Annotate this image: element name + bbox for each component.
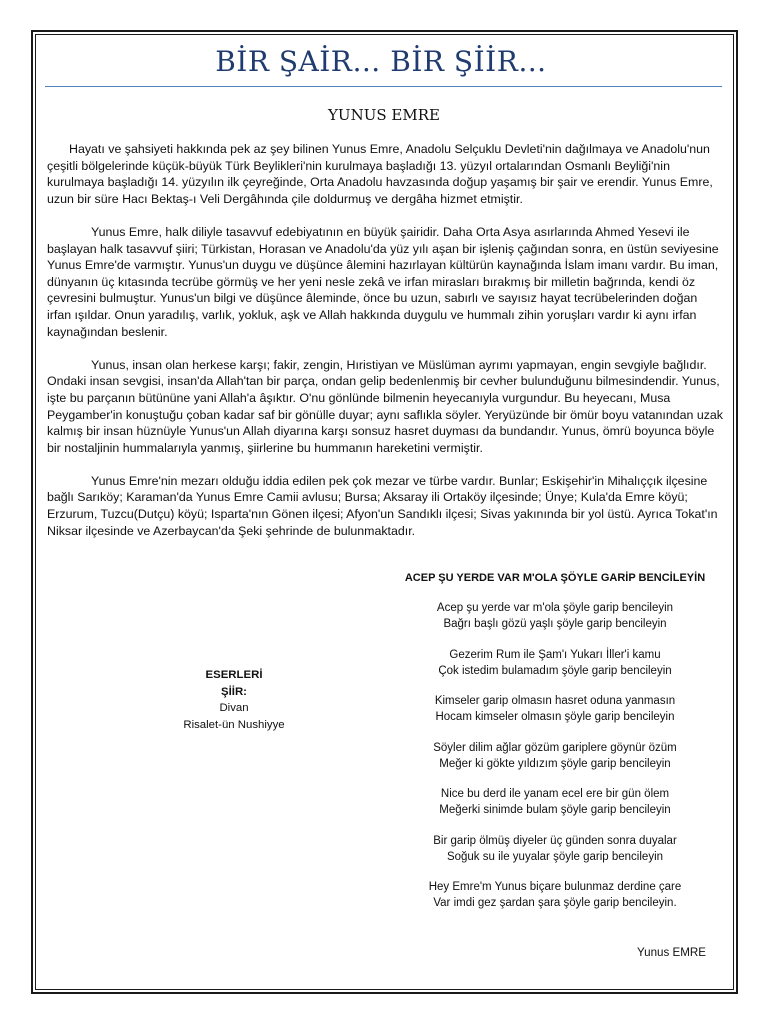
poem-line: Çok istedim bulamadım şöyle garip bencileyin — [438, 664, 672, 677]
poem-title: ACEP ŞU YERDE VAR M'OLA ŞÖYLE GARİP BENCİLEYİN — [404, 572, 706, 584]
poem-line: Hocam kimseler olmasın şöyle garip bencileyin — [435, 711, 675, 723]
poem-line: Bir garip ölmüş diyeler üç günden sonra duyalar — [433, 834, 677, 847]
poem-author-signature: Yunus EMRE — [637, 946, 706, 959]
biography-paragraph: Yunus Emre, halk diliyle tasavvuf edebiyatının en büyük şairidir. Daha Orta Asya asırlarında Ahmed Yesevi ile başlayan halk tasavvuf şiiri; Türkistan, Horasan ve Anadolu'da yüz yılı aşan bir işleniş çağından sonra, en üstün seviyesine Yunus Emre'de varmıştır. Yunus'un duygu ve düşünce âlemini hazırlayan kültürün kaynağında İslam imanı vardır. Bu iman, dünyanın üç kıtasında tecrübe görmüş ve her yeni nesle zekâ ve irfan mirasları bırakmış bir milletin bağrında, kendi öz çevresini bulmuştur. Yunus'un bilgi ve düşünce âleminde, önce bu uzun, sabırlı ve sayısız hayat tecrübelerinden doğan irfan ışıldar. Onun yaradılış, varlık, yokluk, aşk ve Allah hakkında duygulu ve hummalı zihin yoruşları vardır ki aynı irfan kaynağından beslenir. — [47, 224, 719, 339]
works-section — [154, 667, 314, 733]
header-title: BİR ŞAİR… BİR ŞİİR… — [215, 45, 547, 78]
poem-line: Var imdi gez şardan şara şöyle garip bencileyin. — [433, 897, 677, 909]
poem-stanza — [386, 693, 724, 725]
works-subheading: ŞİİR: — [221, 685, 247, 698]
poem-line: Kimseler garip olmasın hasret oduna yanmasın — [434, 695, 676, 707]
biography-paragraph: Yunus, insan olan herkese karşı; fakir, zengin, Hıristiyan ve Müslüman ayrımı yapmayan, engin sevgiyle bağlıdır. Ondaki insan sevgisi, insan'da Allah'tan bir parça, ondan gelip bedenlenmiş bir cevher bulunduğunu bilmesindendir. Yunus, işte bu parçanın bütününe yani Allah'a âşıktır. O'nu gönlünde bilmenin heyecanıyla vurgundur. Bu heyecanı, Musa Peygamber'in konuştuğu çoban kadar saf bir gönülle duyar; aynı saflıkla söyler. Yeryüzünde bir ömür boyu vatanından uzak kalmış bir insan hüznüyle Yunus'un Allah diyarına karşı sonsuz hasret duyması da bundandır. Yunus, ömrü boyunca böyle bir nostaljinin hummalarıyla yanmış, şiirlerine bu hummanın hareketini vermiştir. — [47, 357, 724, 455]
poem-line: Söyler dilim ağlar gözüm gariplere göynür özüm — [433, 741, 677, 754]
poem-stanza — [386, 786, 724, 818]
poem-line: Hey Emre'm Yunus biçare bulunmaz derdine çare — [428, 881, 682, 893]
poem-stanza — [386, 600, 724, 632]
poet-name-heading: YUNUS EMRE — [328, 106, 440, 124]
poem-line: Acep şu yerde var m'ola şöyle garip bencileyin — [436, 602, 674, 614]
works-item: Divan — [219, 702, 249, 714]
poem-stanza — [386, 647, 724, 679]
poem-stanza — [386, 740, 724, 772]
poem-stanza — [386, 833, 724, 865]
poem-line: Nice bu derd ile yanam ecel ere bir gün ölem — [440, 788, 670, 800]
biography-paragraph: Hayatı ve şahsiyeti hakkında pek az şey bilinen Yunus Emre, Anadolu Selçuklu Devleti'nin dağılmaya ve Anadolu'nun çeşitli bölgelerinde küçük-büyük Türk Beylikleri'nin kurulmaya başladığı 13. yüzyıl ortalarından Osmanlı Beyliği'nin kurulmaya başladığı 14. yüzyılın ilk çeyreğinde, Orta Anadolu havzasında doğup yaşamış bir şair ve erendir. Yunus Emre, uzun bir süre Hacı Bektaş-ı Veli Dergâhında çile doldurmuş ve dergâha hizmet etmiştir. — [47, 142, 713, 206]
works-heading: ESERLERİ — [205, 669, 263, 681]
poem-line: Gezerim Rum ile Şam'ı Yukarı İller'i kamu — [449, 648, 661, 661]
poem-stanza — [386, 879, 724, 911]
poem-section — [386, 570, 724, 926]
biography-paragraph: Yunus Emre'nin mezarı olduğu iddia edilen pek çok mezar ve türbe vardır. Bunlar; Eskişehir'in Mihalıççık ilçesine bağlı Sarıköy; Karaman'da Yunus Emre Camii avlusu; Bursa; Aksaray ili Ortaköy ilçesinde; Ünye; Kula'da Emre köyü; Erzurum, Tuzcu(Dutçu) köyü; Isparta'nın Gönen ilçesi; Afyon'un Sandıklı ilçesi; Sivas yakınında bir yol üstü. Ayrıca Tokat'ın Niksar ilçesinde ve Azerbaycan'da Şeki şehrinde de bulunmaktadır. — [47, 473, 718, 538]
poem-line: Bağrı başlı gözü yaşlı şöyle garip bencileyin — [443, 618, 667, 630]
works-item: Risalet-ün Nushiyye — [183, 718, 285, 731]
header-divider — [45, 86, 722, 87]
biography-body — [47, 141, 723, 556]
poem-line: Meğer ki gökte yıldızım şöyle garip bencileyin — [439, 757, 671, 770]
poem-line: Meğerki sinimde bulam şöyle garip bencileyin — [439, 804, 671, 816]
poem-line: Soğuk su ile yuyalar şöyle garip bencileyin — [446, 850, 664, 863]
